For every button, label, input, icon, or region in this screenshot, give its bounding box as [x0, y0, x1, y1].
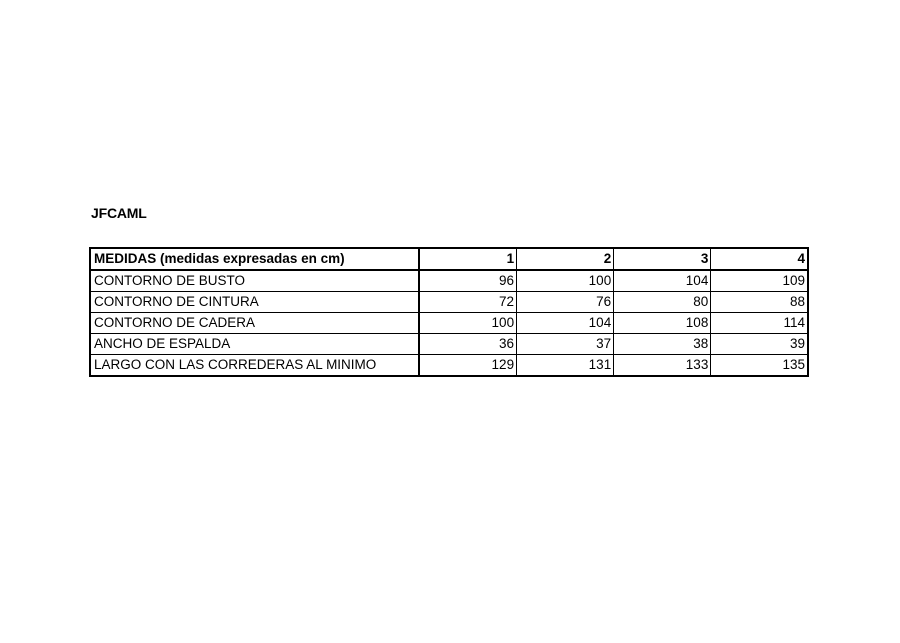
row-label: ANCHO DE ESPALDA: [90, 334, 419, 355]
row-label: CONTORNO DE CINTURA: [90, 292, 419, 313]
cell-value: 72: [419, 292, 516, 313]
cell-value: 76: [517, 292, 614, 313]
cell-value: 100: [517, 270, 614, 292]
cell-value: 131: [517, 355, 614, 377]
cell-value: 104: [614, 270, 711, 292]
cell-value: 96: [419, 270, 516, 292]
header-size-2: 2: [517, 248, 614, 270]
cell-value: 88: [711, 292, 808, 313]
header-size-4: 4: [711, 248, 808, 270]
cell-value: 100: [419, 313, 516, 334]
cell-value: 36: [419, 334, 516, 355]
cell-value: 104: [517, 313, 614, 334]
row-label: CONTORNO DE CADERA: [90, 313, 419, 334]
cell-value: 133: [614, 355, 711, 377]
document-title: JFCAML: [91, 205, 147, 221]
measurements-table: [89, 247, 809, 377]
row-label: LARGO CON LAS CORREDERAS AL MINIMO: [90, 355, 419, 377]
header-label: MEDIDAS (medidas expresadas en cm): [90, 248, 419, 270]
header-size-1: 1: [419, 248, 516, 270]
cell-value: 38: [614, 334, 711, 355]
table-row: [90, 334, 808, 355]
cell-value: 135: [711, 355, 808, 377]
cell-value: 129: [419, 355, 516, 377]
header-size-3: 3: [614, 248, 711, 270]
table-row: [90, 292, 808, 313]
table-row: [90, 355, 808, 377]
cell-value: 80: [614, 292, 711, 313]
row-label: CONTORNO DE BUSTO: [90, 270, 419, 292]
cell-value: 108: [614, 313, 711, 334]
table-header-row: [90, 248, 808, 270]
table-row: [90, 313, 808, 334]
cell-value: 114: [711, 313, 808, 334]
table-row: [90, 270, 808, 292]
cell-value: 39: [711, 334, 808, 355]
cell-value: 37: [517, 334, 614, 355]
cell-value: 109: [711, 270, 808, 292]
